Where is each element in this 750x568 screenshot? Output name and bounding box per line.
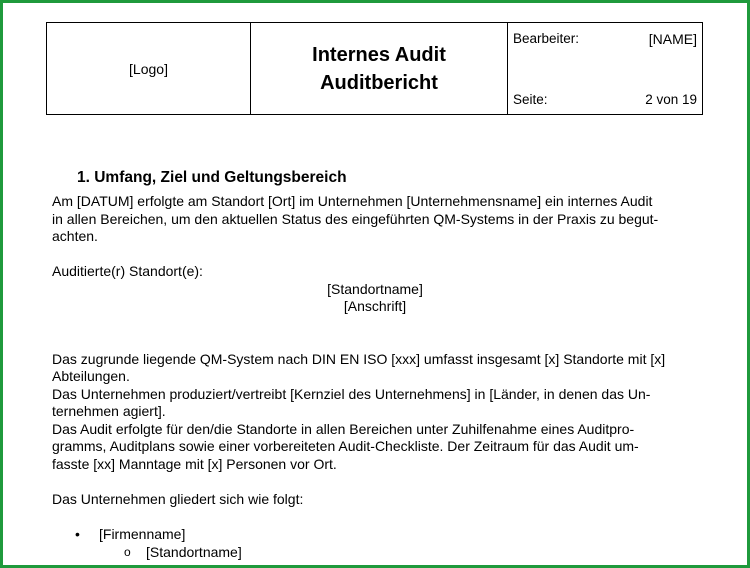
location-address: [Anschrift]	[343, 298, 407, 314]
list-item-site	[52, 544, 698, 562]
page-row	[513, 92, 697, 107]
company-name: [Firmenname]	[99, 525, 186, 542]
body-line-4: ternehmen agiert].	[52, 403, 166, 419]
editor-row	[513, 31, 697, 47]
body-line-6: gramms, Auditplans sowie einer vorbereiteten Audit-Checkliste. Der Zeitraum für das Audit um-	[52, 438, 639, 454]
structure-label: Das Unternehmen gliedert sich wie folgt:	[52, 490, 304, 507]
body-line-5: Das Audit erfolgte für den/die Standorte in allen Bereichen unter Zuhilfenahme eines Auditpro-	[52, 420, 635, 437]
body-line-3: Das Unternehmen produziert/vertreibt [Kernziel des Unternehmens] in [Länder, in denen das Un-	[52, 385, 651, 402]
location-name: [Standortname]	[327, 280, 423, 297]
intro-line-2: in allen Bereichen, um den aktuellen Status des eingeführten QM-Systems in der Praxis zu begut-	[52, 210, 659, 227]
page-number: 2 von 19	[645, 92, 697, 107]
logo-text: [Logo]	[129, 60, 168, 77]
site-name: [Standortname]	[146, 543, 242, 560]
body-line-2: Abteilungen.	[52, 368, 130, 384]
document-body	[52, 168, 698, 562]
intro-line-3: achten.	[52, 228, 98, 244]
title-line-2: Auditbericht	[320, 71, 438, 94]
title-line-1: Internes Audit	[312, 43, 446, 66]
editor-label: Bearbeiter:	[513, 31, 580, 46]
list-item-company	[52, 526, 698, 544]
locations-label: Auditierte(r) Standort(e):	[52, 263, 203, 279]
body-line-1: Das zugrunde liegende QM-System nach DIN EN ISO [xxx] umfasst insgesamt [x] Standorte mit [x]	[52, 350, 666, 367]
logo-placeholder	[47, 23, 251, 115]
bullet-icon: •	[75, 525, 80, 542]
sub-bullet-icon: o	[124, 544, 131, 559]
intro-line-1: Am [DATUM] erfolgte am Standort [Ort] im Unternehmen [Unternehmensname] ein internes Audit	[52, 193, 653, 209]
page-label: Seite:	[513, 92, 548, 107]
document-title	[251, 23, 508, 115]
meta-cell	[508, 23, 703, 115]
body-line-7: fasste [xx] Manntage mit [x] Personen vor Ort.	[52, 455, 337, 472]
section-heading: 1. Umfang, Ziel und Geltungsbereich	[77, 169, 347, 186]
header-table	[46, 22, 703, 115]
editor-value: [NAME]	[648, 31, 697, 47]
